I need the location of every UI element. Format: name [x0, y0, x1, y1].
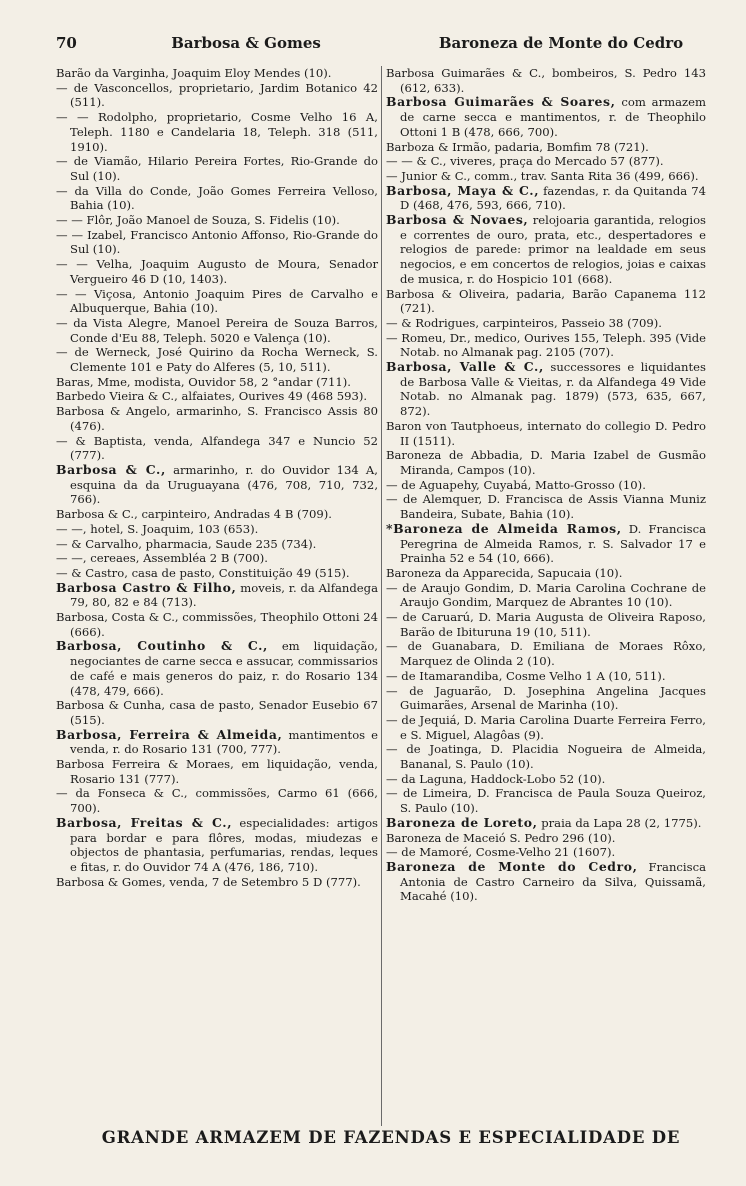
directory-entry: [56, 213, 378, 228]
entry-firm-name: Barbosa, Valle & C.,: [386, 359, 544, 375]
entry-text: Baroneza de Abbadia, D. Maria Izabel de Gusmão Miranda, Campos (10).: [386, 448, 706, 477]
directory-entry: [56, 551, 378, 566]
entry-text: Baron von Tautphoeus, internato do collegio D. Pedro II (1511).: [386, 418, 706, 448]
directory-entry: [56, 522, 378, 537]
entry-text: successores e liquidantes de Barbosa Valle & Vieitas, r. da Alfandega 49 Vide Notab. no Almanak pag. 1879) (573, 635, 667, 872).: [400, 360, 706, 419]
entry-text: — de Vasconcellos, proprietario, Jardim Botanico 42 (511).: [56, 80, 378, 110]
entry-text: Barão da Varginha, Joaquim Eloy Mendes (10).: [56, 66, 332, 80]
footer-banner: GRANDE ARMAZEM DE FAZENDAS E ESPECIALIDADE DE: [101, 1128, 681, 1147]
directory-entry: [386, 669, 706, 684]
directory-entry: [56, 434, 378, 463]
entry-text: — Romeu, Dr., medico, Ourives 155, Teleph. 395 (Vide Notab. no Almanak pag. 2105 (707).: [386, 330, 706, 360]
directory-entry: [56, 757, 378, 786]
directory-entry: [56, 507, 378, 522]
directory-entry: [386, 169, 706, 184]
directory-entry: [386, 772, 706, 787]
directory-entry: [386, 713, 706, 742]
entry-text: — — Velha, Joaquim Augusto de Moura, Senador Vergueiro 46 D (10, 1403).: [56, 257, 378, 286]
entry-text: — de Itamarandiba, Cosme Velho 1 A (10, 511).: [386, 668, 666, 683]
directory-entry: [386, 786, 706, 815]
directory-entry: [386, 478, 706, 493]
entry-text: com armazem de carne secca e mantimentos, r. de Theophilo Ottoni 1 B (478, 666, 700).: [400, 95, 706, 139]
entry-firm-name: Baroneza de Monte do Cedro,: [386, 858, 638, 874]
directory-entry: [386, 213, 706, 287]
entry-text: Baroneza de Maceió S. Pedro 296 (10).: [386, 830, 616, 845]
entry-text: — de Werneck, José Quirino da Rocha Werneck, S. Clemente 101 e Paty do Alferes (5, 10, 511).: [56, 345, 378, 375]
entry-text: — da Vista Alegre, Manoel Pereira de Souza Barros, Conde d'Eu 88, Teleph. 5020 e Valença (10).: [56, 315, 378, 345]
entry-text: Barbosa Guimarães & C., bombeiros, S. Pedro 143 (612, 633).: [386, 66, 706, 95]
directory-entry: [56, 566, 378, 581]
entry-text: Barbosa & Gomes, venda, 7 de Setembro 5 D (777).: [56, 874, 361, 889]
directory-entry: [386, 860, 706, 904]
directory-entry: [56, 184, 378, 213]
running-header: [56, 34, 726, 60]
entry-firm-name: Barbosa & C.,: [56, 461, 166, 477]
directory-entry: [386, 845, 706, 860]
entry-text: — de Joatinga, D. Placidia Nogueira de Almeida, Bananal, S. Paulo (10).: [386, 742, 706, 772]
entry-text: — da Laguna, Haddock-Lobo 52 (10).: [386, 771, 606, 786]
directory-entry: [56, 698, 378, 727]
entry-text: — — & C., viveres, praça do Mercado 57 (877).: [386, 154, 664, 169]
directory-entry: [386, 95, 706, 139]
directory-entry: [56, 610, 378, 639]
entry-text: moveis, r. da Alfandega 79, 80, 82 e 84 (713).: [70, 580, 378, 610]
directory-entry: [56, 581, 378, 610]
entry-text: relojoaria garantida, relogios e correntes de ouro, prata, etc., despertadores e relogios de parede: primor na lealdade em seus negocios, e em concertos de relogios, joias e caixas de musica, r. do Hospicio 101 (668).: [400, 213, 706, 286]
entry-firm-name: Baroneza de Loreto,: [386, 814, 538, 830]
entry-text: — de Jequiá, D. Maria Carolina Duarte Ferreira Ferro, e S. Miguel, Alagôas (9).: [386, 712, 706, 742]
directory-entry: [56, 816, 378, 875]
entry-text: Barboza & Irmão, padaria, Bomfim 78 (721).: [386, 139, 649, 154]
right-column: [386, 66, 706, 904]
entry-text: praia da Lapa 28 (2, 1775).: [537, 815, 702, 830]
entry-text: em liquidação, negociantes de carne secca e assucar, commissarios de café e mais generos do paiz, r. do Rosario 134 (478, 479, 666).: [70, 639, 378, 698]
directory-entry: [56, 875, 378, 890]
directory-entry: [386, 316, 706, 331]
page-number: 70: [56, 34, 77, 52]
entry-text: — & Carvalho, pharmacia, Saude 235 (734).: [56, 536, 317, 551]
entry-firm-name: Barbosa, Maya & C.,: [386, 182, 540, 198]
directory-entry: [386, 581, 706, 610]
entry-text: Barbosa & Angelo, armarinho, S. Francisco Assis 80 (476).: [56, 404, 378, 433]
directory-entry: [56, 786, 378, 815]
entry-text: fazendas, r. da Quitanda 74 D (468, 476, 593, 666, 710).: [400, 183, 706, 213]
directory-entry: [386, 360, 706, 419]
right-column-heading: Baroneza de Monte do Cedro: [438, 34, 684, 52]
entry-text: — de Caruarú, D. Maria Augusta de Oliveira Raposo, Barão de Ibituruna 19 (10, 511).: [386, 610, 706, 639]
entry-text: Barbosa & Cunha, casa de pasto, Senador Eusebio 67 (515).: [56, 698, 378, 727]
entry-text: — — Flôr, João Manoel de Souza, S. Fidelis (10).: [56, 213, 340, 228]
directory-entry: [56, 110, 378, 154]
entry-text: — & Rodrigues, carpinteiros, Passeio 38 (709).: [386, 315, 662, 330]
directory-entry: [56, 257, 378, 286]
entry-text: Barbosa & C., carpinteiro, Andradas 4 B (709).: [56, 507, 332, 522]
entry-text: mantimentos e venda, r. do Rosario 131 (700, 777).: [70, 727, 379, 757]
directory-entry: [56, 463, 378, 507]
directory-entry: [386, 492, 706, 521]
directory-entry: [386, 154, 706, 169]
directory-entry: [386, 831, 706, 846]
directory-entry: [386, 331, 706, 360]
entry-text: Barbosa Ferreira & Moraes, em liquidação, venda, Rosario 131 (777).: [56, 757, 378, 786]
entry-text: — —, cereaes, Assembléa 2 B (700).: [56, 551, 268, 566]
entry-text: — da Villa do Conde, João Gomes Ferreira Velloso, Bahia (10).: [56, 183, 378, 213]
entry-text: — Junior & C., comm., trav. Santa Rita 36 (499, 666).: [386, 168, 699, 183]
directory-entry: [386, 287, 706, 316]
entry-text: Barbosa & Oliveira, padaria, Barão Capanema 112 (721).: [386, 286, 706, 316]
entry-text: — da Fonseca & C., commissões, Carmo 61 (666, 700).: [56, 786, 378, 816]
entry-firm-name: Barbosa, Coutinho & C.,: [56, 638, 268, 654]
directory-entry: [56, 316, 378, 345]
entry-text: Barbosa, Costa & C., commissões, Theophilo Ottoni 24 (666).: [56, 610, 378, 639]
directory-entry: [56, 404, 378, 433]
directory-entry: [386, 610, 706, 639]
directory-entry: [386, 140, 706, 155]
entry-firm-name: Barbosa Castro & Filho,: [56, 579, 237, 595]
directory-entry: [386, 448, 706, 477]
entry-firm-name: Barbosa Guimarães & Soares,: [386, 94, 616, 110]
directory-entry: [56, 389, 378, 404]
column-divider: [381, 66, 382, 1126]
entry-text: Baroneza da Apparecida, Sapucaia (10).: [386, 565, 623, 580]
directory-entry: [386, 639, 706, 668]
directory-entry: [386, 742, 706, 771]
entry-text: Francisca Antonia de Castro Carneiro da Silva, Quissamã, Macahé (10).: [400, 859, 706, 904]
entry-text: — & Castro, casa de pasto, Constituição 49 (515).: [56, 565, 350, 580]
directory-entry: [56, 228, 378, 257]
entry-text: — de Alemquer, D. Francisca de Assis Vianna Muniz Bandeira, Subate, Bahia (10).: [386, 492, 706, 522]
entry-text: — —, hotel, S. Joaquim, 103 (653).: [56, 521, 259, 536]
entry-text: — — Viçosa, Antonio Joaquim Pires de Carvalho e Albuquerque, Bahia (10).: [56, 286, 378, 316]
entry-firm-name: *Baroneza de Almeida Ramos,: [386, 520, 622, 536]
directory-entry: [56, 537, 378, 552]
entry-text: especialidades: artigos para bordar e para flôres, modas, miudezas e objectos de phantasia, perfumarias, rendas, leques e fitas, r. do Ouvidor 74 A (476, 186, 710).: [70, 815, 378, 874]
directory-entry: [386, 522, 706, 566]
directory-entry: [386, 684, 706, 713]
left-column-heading: Barbosa & Gomes: [171, 34, 321, 52]
entry-text: — de Limeira, D. Francisca de Paula Souza Queiroz, S. Paulo (10).: [386, 786, 706, 816]
directory-entry: [56, 81, 378, 110]
directory-entry: [56, 345, 378, 374]
directory-entry: [386, 566, 706, 581]
directory-entry: [56, 728, 378, 757]
entry-firm-name: Barbosa, Freitas & C.,: [56, 814, 233, 830]
entry-text: — de Jaguarão, D. Josephina Angelina Jacques Guimarães, Arsenal de Marinha (10).: [386, 683, 706, 713]
directory-entry: [386, 419, 706, 448]
directory-entry: [56, 639, 378, 698]
entry-firm-name: Barbosa, Ferreira & Almeida,: [56, 726, 283, 742]
entry-text: — — Izabel, Francisco Antonio Affonso, Rio-Grande do Sul (10).: [56, 227, 378, 257]
entry-text: armarinho, r. do Ouvidor 134 A, esquina da da Uruguayana (476, 708, 710, 732, 766).: [70, 462, 378, 507]
entry-text: — de Viamão, Hilario Pereira Fortes, Rio-Grande do Sul (10).: [56, 154, 378, 183]
entry-text: Baras, Mme, modista, Ouvidor 58, 2 °andar (711).: [56, 374, 351, 389]
directory-entry: [386, 184, 706, 213]
entry-text: — de Aguapehy, Cuyabá, Matto-Grosso (10).: [386, 477, 646, 492]
directory-entry: [56, 66, 378, 81]
entry-text: Barbedo Vieira & C., alfaiates, Ourives 49 (468 593).: [56, 389, 368, 404]
directory-entry: [386, 66, 706, 95]
directory-entry: [56, 375, 378, 390]
entry-firm-name: Barbosa & Novaes,: [386, 212, 529, 228]
entry-text: — de Guanabara, D. Emiliana de Moraes Rôxo, Marquez de Olinda 2 (10).: [386, 639, 706, 669]
directory-entry: [56, 287, 378, 316]
entry-text: — de Mamoré, Cosme-Velho 21 (1607).: [386, 845, 616, 860]
left-column: [56, 66, 378, 889]
directory-entry: [386, 816, 706, 831]
entry-text: D. Francisca Peregrina de Almeida Ramos, r. S. Salvador 17 e Prainha 52 e 54 (10, 666).: [400, 521, 706, 566]
directory-entry: [56, 154, 378, 183]
entry-text: — de Araujo Gondim, D. Maria Carolina Cochrane de Araujo Gondim, Marquez de Abrantes 10 (10).: [386, 580, 706, 610]
entry-text: — — Rodolpho, proprietario, Cosme Velho 16 A, Teleph. 1180 e Candelaria 18, Teleph. 318 (511, 1910).: [56, 110, 378, 154]
entry-text: — & Baptista, venda, Alfandega 347 e Nuncio 52 (777).: [56, 433, 378, 463]
